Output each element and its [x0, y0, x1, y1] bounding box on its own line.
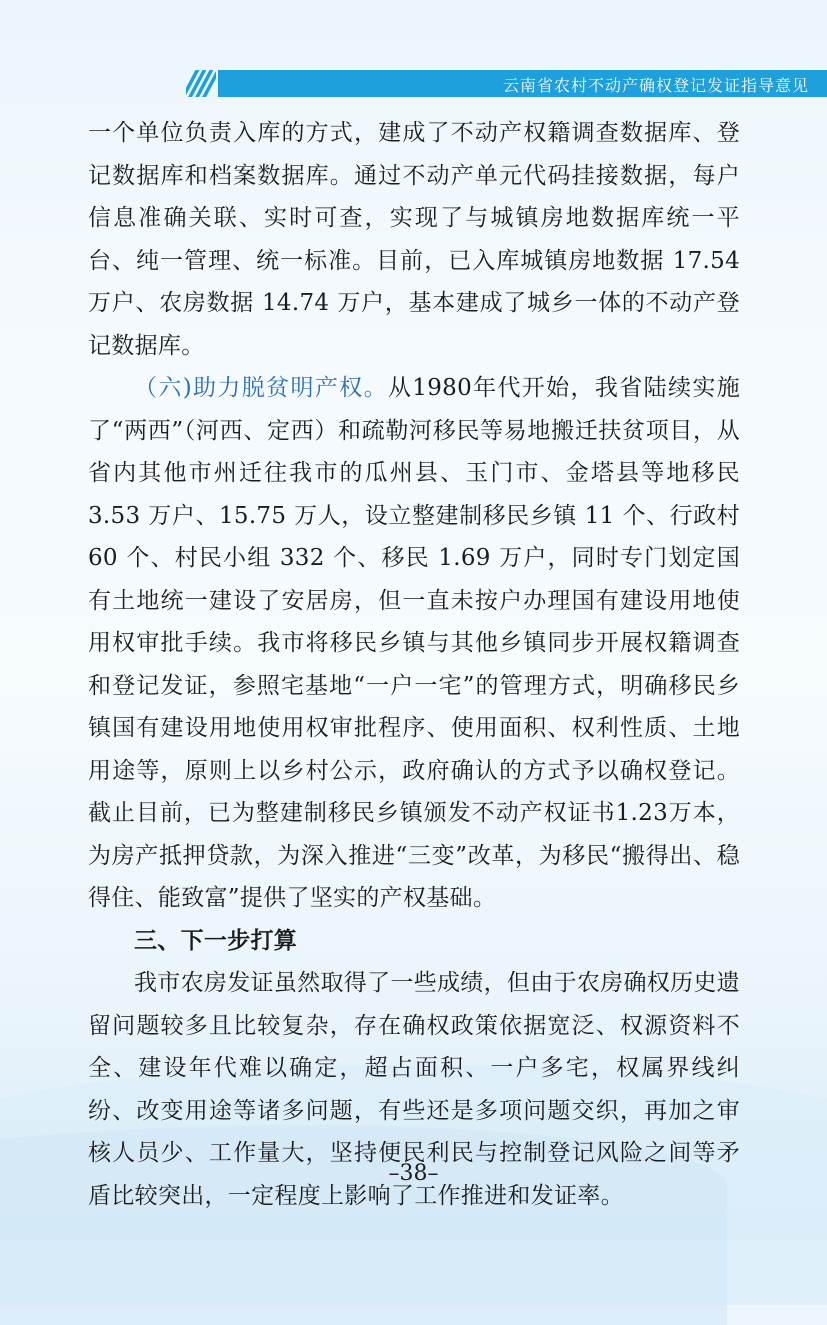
page-number: –38– [388, 1161, 439, 1186]
section-heading-6: （六)助力脱贫明产权。 [134, 375, 388, 401]
header-title: 云南省农村不动产确权登记发证指导意见 [502, 76, 809, 95]
paragraph-2 [88, 367, 740, 920]
running-header [0, 70, 827, 97]
page-body [88, 112, 740, 1217]
header-band [218, 70, 827, 97]
paragraph-1: 一个单位负责入库的方式，建成了不动产权籍调查数据库、登记数据库和档案数据库。通过不动产单元代码挂接数据，每户信息准确关联、实时可查，实现了与城镇房地数据库统一平台、纯一管理、统一标准。目前，已入库城镇房地数据 17.54 万户、农房数据 14.74 万户，基本建成了城乡一体的不动产登记数据库。 [88, 120, 740, 359]
paragraph-3: 我市农房发证虽然取得了一些成绩，但由于农房确权历史遗留问题较多且比较复杂，存在确权政策依据宽泛、权源资料不全、建设年代难以确定，超占面积、一户多宅，权属界线纠纷、改变用途等诸多问题，有些还是多项问题交织，再加之审核人员少、工作量大，坚持便民利民与控制登记风险之间等矛盾比较突出，一定程度上影响了工作推进和发证率。 [88, 970, 740, 1209]
section-heading-3: 三、下一步打算 [134, 926, 298, 954]
header-decoration-slashes [186, 70, 216, 97]
paragraph-2-text: 从1980年代开始，我省陆续实施了“两西”（河西、定西）和疏勒河移民等易地搬迁扶贫项目，从省内其他市州迁往我市的瓜州县、玉门市、金塔县等地移民 3.53 万户、15.75 万人，设立整建制移民乡镇 11 个、行政村 60 个、村民小组 332 个、移民 1.69 万户，同时专门划定国有土地统一建设了安居房，但一直未按户办理国有建设用地使用权审批手续。我市将移民乡镇与其他乡镇同步开展权籍调查和登记发证，参照宅基地“一户一宅”的管理方式，明确移民乡镇国有建设用地使用权审批程序、使用面积、权利性质、土地用途等，原则上以乡村公示，政府确认的方式予以确权登记。截止目前，已为整建制移民乡镇颁发不动产权证书1.23万本，为房产抵押贷款，为深入推进“三变”改革，为移民“搬得出、稳得住、能致富”提供了坚实的产权基础。 [88, 375, 740, 911]
